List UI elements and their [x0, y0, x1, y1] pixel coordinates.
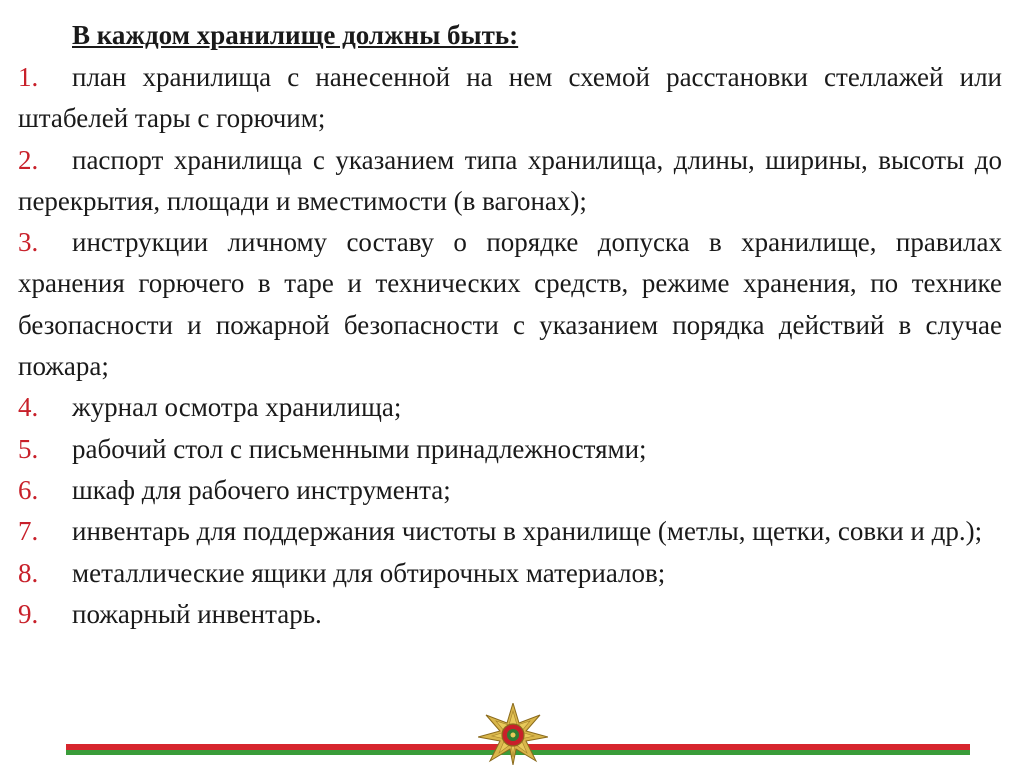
list-item [18, 470, 1002, 511]
item-number: 9. [18, 598, 39, 629]
military-star-emblem-icon [478, 703, 548, 765]
list-item [18, 57, 1002, 140]
item-text: шкаф для рабочего инструмента; [72, 474, 451, 505]
item-text: инвентарь для поддержания чистоты в хранилище (метлы, щетки, совки и др.); [72, 516, 983, 547]
item-text: инструкции личному составу о порядке допуска в хранилище, правилах хранения горючего в таре и технических средств, режиме хранения, по технике безопасности и пожарной безопасности с указанием порядка действий в случае пожара; [18, 227, 1002, 382]
item-number: 7. [18, 516, 39, 547]
item-text: пожарный инвентарь. [72, 598, 322, 629]
item-text: металлические ящики для обтирочных материалов; [72, 557, 666, 588]
item-number: 5. [18, 433, 39, 464]
item-number: 3. [18, 227, 39, 258]
item-number: 4. [18, 392, 39, 423]
item-number: 2. [18, 144, 39, 175]
list-item [18, 553, 1002, 594]
item-number: 1. [18, 62, 39, 92]
list-item [18, 222, 1002, 387]
item-text: план хранилища с нанесенной на нем схемой расстановки стеллажей или штабелей тары с горючим; [18, 62, 1002, 134]
item-number: 6. [18, 474, 39, 505]
item-text: паспорт хранилища с указанием типа хранилища, длины, ширины, высоты до перекрытия, площади и вместимости (в вагонах); [18, 144, 1002, 216]
list-item [18, 429, 1002, 470]
list-item [18, 140, 1002, 223]
slide-title: В каждом хранилище должны быть: [72, 20, 519, 50]
list-item [18, 387, 1002, 428]
item-text: рабочий стол с письменными принадлежностями; [72, 433, 647, 464]
list-item [18, 594, 1002, 635]
list-item [18, 511, 1002, 552]
item-text: журнал осмотра хранилища; [72, 392, 402, 423]
item-number: 8. [18, 557, 39, 588]
requirements-list [18, 57, 1002, 635]
